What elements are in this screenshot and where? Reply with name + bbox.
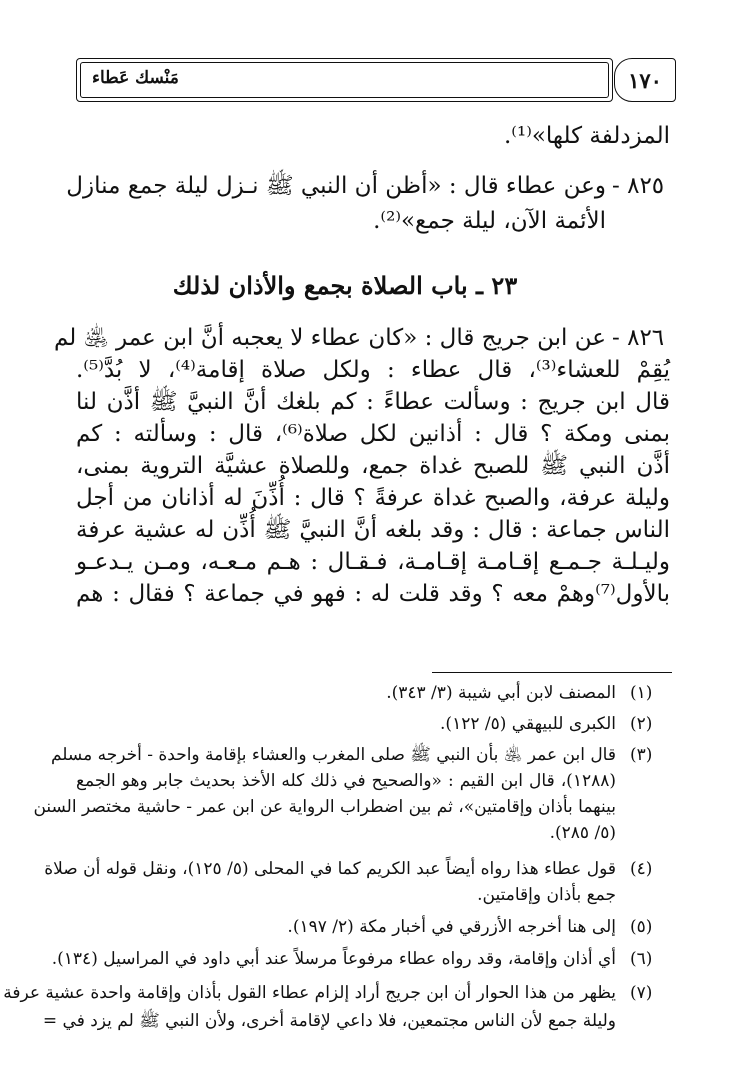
footnote-number: (٧)	[630, 983, 653, 1003]
entry-826-line: وليلة عرفة، والصبح غداة عرفةً ؟ قال : أُذِّنَ له أذانان من أجل	[76, 485, 670, 511]
footnote-line: إلى هنا أخرجه الأزرقي في أخبار مكة (٢/ ١٩٧).	[287, 917, 616, 937]
footnote-line: (١٢٨٨)، قال ابن القيم : «والصحيح في ذلك كله الأخذ بحديث جابر وهو الجمع	[76, 771, 616, 791]
footnote-line: قال ابن عمر ﵁ بأن النبي ﷺ صلى المغرب والعشاء بإقامة واحدة - أخرجه مسلم	[50, 745, 616, 765]
footnote-separator	[432, 672, 672, 673]
entry-825-line-2: الأئمة الآن، ليلة جمع»⁽²⁾.	[373, 208, 606, 234]
entry-826-line: وليـلـة جـمـع إقـامـة إقـامـة، فـقـال : هـم مـعـه، ومـن يـدعـو	[76, 549, 670, 575]
footnote-number: (٣)	[630, 745, 653, 765]
entry-number-825: ٨٢٥ -	[612, 173, 665, 199]
footnote-line: (٥/ ٢٨٥).	[549, 823, 616, 843]
entry-826-line: أذَّن النبي ﷺ للصبح غداة جمع، وللصلاة عشيَّة التروية بمنى،	[76, 453, 670, 479]
entry-825-line-1: وعن عطاء قال : «أظن أن النبي ﷺ نـزل ليلة جمع منازل	[66, 173, 606, 199]
entry-826-line: بالأول⁽⁷⁾وهمْ معه ؟ وقد قلت له : فهو في جماعة ؟ فقال : هم	[76, 581, 670, 607]
page-number: ١٧٠	[614, 58, 676, 102]
footnote-number: (٦)	[630, 949, 653, 969]
entry-826-line: عن ابن جريج قال : «كان عطاء لا يعجبه أنَّ ابن عمر ﵁ لم	[53, 325, 606, 351]
section-heading: ٢٣ ـ باب الصلاة بجمع والأذان لذلك	[172, 271, 518, 300]
entry-826-line: قال ابن جريج : وسألت عطاءً : كم بلغك أنَّ النبيَّ ﷺ أذَّن لنا	[76, 389, 670, 415]
footnote-line: وليلة جمع لأن الناس مجتمعين، فلا داعي لإقامة أخرى، ولأن النبي ﷺ لم يزد في =	[42, 1011, 616, 1031]
footnote-number: (٥)	[630, 917, 653, 937]
footnote-line: الكبرى للبيهقي (٥/ ١٢٢).	[440, 714, 616, 734]
entry-826-line: الناس جماعة : قال : وقد بلغه أنَّ النبيَّ ﷺ أُذِّن له عشية عرفة	[76, 517, 670, 543]
footnote-number: (١)	[630, 683, 653, 703]
running-header-title: مَنْسك عَطاء	[92, 68, 179, 88]
footnote-line: أي أذان وإقامة، وقد رواه عطاء مرفوعاً مرسلاً عند أبي داود في المراسيل (١٣٤).	[51, 949, 616, 969]
footnote-line: المصنف لابن أبي شيبة (٣/ ٣٤٣).	[386, 683, 616, 703]
entry-826-line: يُقِمْ للعشاء⁽³⁾، قال عطاء : ولكل صلاة إقامة⁽⁴⁾، لا بُدَّ⁽⁵⁾.	[76, 357, 670, 383]
footnote-line: يظهر من هذا الحوار أن ابن جريج أراد إلزام عطاء القول بأذان وإقامة واحدة عشية عرفة	[3, 983, 616, 1003]
footnote-number: (٤)	[630, 859, 653, 879]
continuation-line: المزدلفة كلها»⁽¹⁾.	[503, 123, 670, 149]
footnote-number: (٢)	[630, 714, 653, 734]
footnote-line: جمع بأذان وإقامتين.	[477, 885, 616, 905]
entry-number-826: ٨٢٦ -	[612, 325, 665, 351]
footnote-line: بينهما بأذان وإقامتين»، ثم بين اضطراب الرواية عن ابن عمر - حاشية مختصر السنن	[33, 797, 616, 817]
footnote-line: قول عطاء هذا رواه أيضاً عبد الكريم كما في المحلى (٥/ ١٢٥)، ونقل قوله أن صلاة	[44, 859, 616, 879]
entry-826-line: بمنى ومكة ؟ قال : أذانين لكل صلاة⁽⁶⁾، قال : وسألته : كم	[76, 421, 670, 447]
